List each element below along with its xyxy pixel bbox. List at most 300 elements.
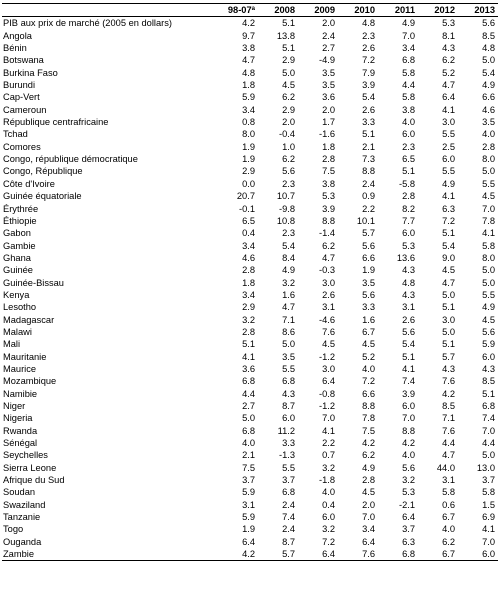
value-cell: 5.4	[282, 240, 295, 251]
value-cell: 7.3	[362, 154, 375, 165]
value-cell: 4.1	[242, 351, 255, 362]
value-cell: 4.5	[482, 314, 495, 325]
value-cell: 5.8	[402, 67, 415, 78]
value-cell: 6.0	[402, 228, 415, 239]
value-cell: 4.5	[282, 80, 295, 91]
value-cell: 6.7	[362, 326, 375, 337]
value-cell: 2.2	[322, 438, 335, 449]
value-cell: 6.8	[242, 425, 255, 436]
value-cell: 6.2	[282, 92, 295, 103]
value-cell: 6.0	[458, 548, 498, 561]
value-cell: 6.2	[282, 154, 295, 165]
row-label: Gabon	[3, 228, 31, 239]
value-cell: 6.2	[322, 240, 335, 251]
value-cell: 7.2	[362, 376, 375, 387]
value-cell: 4.3	[402, 289, 415, 300]
table-row	[2, 363, 498, 375]
table-row	[2, 437, 498, 449]
value-cell: -1.2	[318, 401, 335, 411]
value-cell: 7.0	[482, 203, 495, 214]
value-cell: 7.9	[362, 67, 375, 78]
value-cell: 0.4	[322, 499, 335, 510]
value-cell: 8.7	[282, 536, 295, 547]
value-cell: 7.2	[322, 536, 335, 547]
row-label: PIB aux prix de marché (2005 en dollars)	[3, 18, 172, 29]
row-label: Comores	[3, 141, 41, 152]
row-label: Cameroun	[3, 104, 47, 115]
value-cell: 4.7	[442, 450, 455, 461]
table-row	[2, 104, 498, 116]
table-row	[2, 17, 498, 30]
table-row	[2, 400, 498, 412]
value-cell: 9.7	[242, 30, 255, 41]
value-cell: 6.0	[482, 351, 495, 362]
value-cell: 2.6	[362, 43, 375, 54]
value-cell: 7.2	[442, 215, 455, 226]
value-cell: 8.5	[482, 376, 495, 387]
value-cell: 3.7	[282, 475, 295, 486]
value-cell: 2.4	[282, 499, 295, 510]
value-cell: 8.4	[282, 252, 295, 263]
value-cell: 4.7	[442, 80, 455, 91]
value-cell: 0.7	[322, 450, 335, 461]
value-cell: 4.0	[482, 129, 495, 140]
row-label: Guinée	[3, 265, 33, 276]
value-cell: 3.3	[282, 438, 295, 449]
table-row	[2, 215, 498, 227]
value-cell: 0.9	[362, 191, 375, 202]
value-cell: 6.3	[402, 536, 415, 547]
value-cell: 6.9	[482, 512, 495, 523]
value-cell: 5.0	[482, 450, 495, 461]
value-cell: 1.6	[282, 289, 295, 300]
row-label: Ghana	[3, 252, 31, 263]
value-cell: 1.9	[242, 524, 255, 535]
table-row	[2, 351, 498, 363]
table-row	[2, 141, 498, 153]
value-cell: 7.6	[322, 326, 335, 337]
value-cell: 4.2	[402, 438, 415, 449]
value-cell: 0.6	[442, 499, 455, 510]
value-cell: 7.5	[362, 425, 375, 436]
value-cell: 4.1	[442, 104, 455, 115]
row-label: Congo, république démocratique	[3, 154, 138, 165]
value-cell: 5.4	[402, 339, 415, 350]
value-cell: 2.3	[282, 178, 295, 189]
value-cell: 3.6	[242, 363, 255, 374]
table-row	[2, 264, 498, 276]
row-label: Tchad	[3, 129, 28, 140]
value-cell: 4.6	[242, 252, 255, 263]
value-cell: 5.1	[442, 228, 455, 239]
value-cell: -0.3	[318, 265, 335, 276]
value-cell: 2.8	[482, 141, 495, 152]
value-cell: 6.4	[442, 92, 455, 103]
header-cell-year: 2011	[378, 4, 418, 17]
value-cell: 5.5	[282, 462, 295, 473]
row-label: Kenya	[3, 289, 30, 300]
value-cell: 6.8	[402, 55, 415, 66]
value-cell: 4.5	[482, 191, 495, 202]
table-row	[2, 30, 498, 42]
table-row	[2, 54, 498, 66]
value-cell: 5.3	[402, 487, 415, 498]
value-cell: 4.0	[322, 487, 335, 498]
value-cell: 4.1	[322, 425, 335, 436]
value-cell: 2.5	[442, 141, 455, 152]
value-cell: 4.5	[362, 487, 375, 498]
value-cell: 5.6	[482, 326, 495, 337]
value-cell: 2.4	[362, 178, 375, 189]
value-cell: 3.4	[362, 524, 375, 535]
row-label: Ouganda	[3, 536, 42, 547]
value-cell: 4.1	[482, 228, 495, 239]
value-cell: -1.4	[318, 228, 335, 239]
value-cell: -9.8	[278, 203, 295, 214]
value-cell: 6.8	[378, 548, 418, 561]
table-row	[2, 412, 498, 424]
value-cell: 4.9	[282, 265, 295, 276]
value-cell: 5.5	[482, 289, 495, 300]
value-cell: 4.3	[282, 388, 295, 399]
value-cell: 5.6	[362, 240, 375, 251]
value-cell: 5.0	[282, 339, 295, 350]
value-cell: 3.7	[482, 475, 495, 486]
row-label: République centrafricaine	[3, 117, 109, 128]
value-cell: -1.8	[318, 475, 335, 486]
value-cell: 4.9	[482, 302, 495, 313]
table-row	[2, 511, 498, 523]
header-cell-year: 2008	[258, 4, 298, 17]
value-cell: 6.0	[322, 512, 335, 523]
value-cell: 6.4	[362, 536, 375, 547]
value-cell: 2.0	[322, 104, 335, 115]
value-cell: 0.0	[242, 178, 255, 189]
value-cell: 5.7	[442, 351, 455, 362]
value-cell: 6.8	[242, 376, 255, 387]
value-cell: 3.5	[282, 351, 295, 362]
value-cell: 5.0	[442, 289, 455, 300]
value-cell: 2.6	[402, 314, 415, 325]
value-cell: 6.7	[442, 512, 455, 523]
value-cell: 1.9	[242, 141, 255, 152]
value-cell: 3.2	[322, 462, 335, 473]
value-cell: 2.9	[242, 302, 255, 313]
value-cell: 6.6	[482, 92, 495, 103]
value-cell: 5.8	[482, 240, 495, 251]
value-cell: 4.8	[482, 43, 495, 54]
value-cell: 4.2	[218, 548, 258, 561]
value-cell: 3.4	[242, 240, 255, 251]
value-cell: 6.2	[442, 55, 455, 66]
row-label: Éthiopie	[3, 215, 37, 226]
row-label: Swaziland	[3, 499, 46, 510]
value-cell: 5.6	[282, 166, 295, 177]
value-cell: 7.5	[242, 462, 255, 473]
value-cell: 2.0	[362, 499, 375, 510]
value-cell: 3.6	[322, 92, 335, 103]
value-cell: 5.7	[362, 228, 375, 239]
header-footnote-marker: a	[251, 6, 255, 12]
value-cell: 5.1	[282, 18, 295, 29]
value-cell: 3.1	[402, 302, 415, 313]
table-row	[2, 375, 498, 387]
value-cell: 2.7	[322, 43, 335, 54]
value-cell: 8.8	[402, 425, 415, 436]
row-label: Seychelles	[3, 450, 48, 461]
row-label: Guinée-Bissau	[3, 277, 64, 288]
row-label: Maurice	[3, 363, 37, 374]
value-cell: -4.9	[318, 55, 335, 66]
value-cell: 6.2	[442, 536, 455, 547]
value-cell: 1.9	[242, 154, 255, 165]
value-cell: 3.5	[362, 277, 375, 288]
value-cell: -5.8	[398, 178, 415, 189]
value-cell: 2.9	[282, 55, 295, 66]
value-cell: 4.2	[442, 388, 455, 399]
row-label: Malawi	[3, 326, 32, 337]
row-label: Bénin	[3, 43, 27, 54]
value-cell: 8.8	[322, 215, 335, 226]
value-cell: 4.0	[242, 438, 255, 449]
table-row	[2, 474, 498, 486]
value-cell: 1.8	[242, 277, 255, 288]
value-cell: 3.3	[362, 117, 375, 128]
value-cell: 5.3	[322, 191, 335, 202]
value-cell: 6.0	[402, 401, 415, 411]
value-cell: 6.5	[242, 215, 255, 226]
value-cell: 7.0	[482, 425, 495, 436]
value-cell: 8.1	[442, 30, 455, 41]
value-cell: -1.3	[278, 450, 295, 461]
value-cell: 7.2	[362, 55, 375, 66]
value-cell: 3.1	[242, 499, 255, 510]
value-cell: 44.0	[436, 462, 455, 473]
value-cell: 7.0	[402, 413, 415, 424]
header-cell-label	[2, 4, 218, 17]
row-label: Burkina Faso	[3, 67, 58, 78]
value-cell: 5.5	[282, 363, 295, 374]
value-cell: 7.6	[442, 376, 455, 387]
value-cell: 4.5	[442, 265, 455, 276]
value-cell: 8.0	[242, 129, 255, 140]
table-row	[2, 178, 498, 190]
table-row	[2, 128, 498, 140]
value-cell: 6.8	[482, 401, 495, 411]
table-row	[2, 301, 498, 313]
value-cell: 5.4	[362, 92, 375, 103]
table-row	[2, 499, 498, 511]
value-cell: 5.9	[242, 512, 255, 523]
row-label: Rwanda	[3, 425, 38, 436]
value-cell: 3.5	[322, 80, 335, 91]
value-cell: 5.1	[442, 302, 455, 313]
value-cell: 7.4	[402, 376, 415, 387]
table-row	[2, 338, 498, 350]
value-cell: 4.5	[362, 339, 375, 350]
value-cell: 2.6	[362, 104, 375, 115]
row-label: Gambie	[3, 240, 36, 251]
value-cell: 4.9	[402, 18, 415, 29]
value-cell: 2.1	[362, 141, 375, 152]
table-row	[2, 165, 498, 177]
value-cell: 3.9	[402, 388, 415, 399]
value-cell: 6.5	[402, 154, 415, 165]
value-cell: 6.0	[442, 154, 455, 165]
value-cell: 5.1	[282, 43, 295, 54]
value-cell: 5.4	[442, 240, 455, 251]
value-cell: 7.8	[482, 215, 495, 226]
value-cell: -0.8	[318, 388, 335, 399]
value-cell: -0.4	[278, 129, 295, 140]
value-cell: 5.9	[242, 487, 255, 498]
table-row	[2, 314, 498, 326]
value-cell: 2.0	[322, 18, 335, 29]
row-label: Angola	[3, 30, 32, 41]
value-cell: 5.0	[482, 265, 495, 276]
value-cell: 1.7	[322, 117, 335, 128]
value-cell: 3.0	[442, 117, 455, 128]
value-cell: 7.0	[362, 512, 375, 523]
value-cell: 13.6	[396, 252, 415, 263]
value-cell: 2.8	[362, 475, 375, 486]
value-cell: 3.8	[402, 104, 415, 115]
value-cell: 4.5	[322, 339, 335, 350]
table-row	[2, 486, 498, 498]
value-cell: 2.6	[322, 289, 335, 300]
value-cell: 2.8	[322, 154, 335, 165]
value-cell: -1.2	[318, 351, 335, 362]
value-cell: 4.4	[442, 438, 455, 449]
value-cell: 4.0	[362, 363, 375, 374]
value-cell: 2.4	[282, 524, 295, 535]
value-cell: 3.2	[282, 277, 295, 288]
header-cell-year: 2009	[298, 4, 338, 17]
table-row	[2, 67, 498, 79]
table-body	[2, 17, 498, 561]
value-cell: 5.6	[402, 326, 415, 337]
value-cell: 5.0	[482, 277, 495, 288]
value-cell: 4.7	[242, 55, 255, 66]
value-cell: 4.9	[482, 80, 495, 91]
value-cell: 7.4	[482, 413, 495, 424]
value-cell: 9.0	[442, 252, 455, 263]
row-label: Soudan	[3, 487, 36, 498]
table-row	[2, 252, 498, 264]
value-cell: 8.7	[282, 401, 295, 411]
header-cell-year: 2013	[458, 4, 498, 17]
value-cell: 8.6	[282, 326, 295, 337]
value-cell: 3.9	[322, 203, 335, 214]
value-cell: 5.0	[242, 413, 255, 424]
value-cell: 3.2	[242, 314, 255, 325]
table-row	[2, 289, 498, 301]
header-cell-year: 2012	[418, 4, 458, 17]
value-cell: 4.3	[442, 363, 455, 374]
value-cell: 5.4	[482, 67, 495, 78]
value-cell: 5.2	[442, 67, 455, 78]
value-cell: 4.9	[442, 178, 455, 189]
value-cell: 3.4	[242, 289, 255, 300]
table-row	[2, 277, 498, 289]
value-cell: 4.1	[482, 524, 495, 535]
row-label: Tanzanie	[3, 512, 41, 523]
value-cell: 3.2	[322, 524, 335, 535]
value-cell: 2.4	[322, 30, 335, 41]
value-cell: 4.0	[402, 450, 415, 461]
value-cell: 2.0	[282, 117, 295, 128]
value-cell: 4.8	[402, 277, 415, 288]
row-label: Niger	[3, 401, 26, 411]
value-cell: 2.9	[242, 166, 255, 177]
value-cell: 3.3	[362, 302, 375, 313]
table-row	[2, 203, 498, 215]
value-cell: 5.1	[242, 339, 255, 350]
value-cell: 7.0	[402, 30, 415, 41]
value-cell: 0.8	[242, 117, 255, 128]
value-cell: 2.7	[242, 401, 255, 411]
table-row	[2, 190, 498, 202]
row-label: Madagascar	[3, 314, 55, 325]
value-cell: 8.2	[402, 203, 415, 214]
value-cell: 5.5	[442, 166, 455, 177]
value-cell: 7.6	[442, 425, 455, 436]
value-cell: 3.7	[402, 524, 415, 535]
value-cell: -4.6	[318, 314, 335, 325]
value-cell: 5.6	[482, 18, 495, 29]
value-cell: 3.5	[482, 117, 495, 128]
value-cell: 5.1	[402, 351, 415, 362]
table-row	[2, 79, 498, 91]
value-cell: 2.3	[282, 228, 295, 239]
value-cell: 5.0	[482, 55, 495, 66]
value-cell: -0.1	[238, 203, 255, 214]
table-row	[2, 116, 498, 128]
value-cell: 5.0	[482, 166, 495, 177]
value-cell: 5.8	[442, 487, 455, 498]
value-cell: 2.8	[242, 326, 255, 337]
value-cell: 8.0	[482, 252, 495, 263]
row-label: Sierra Leone	[3, 462, 57, 473]
value-cell: 3.5	[322, 67, 335, 78]
value-cell: 10.8	[276, 215, 295, 226]
value-cell: 6.0	[402, 129, 415, 140]
row-label: Mauritanie	[3, 351, 47, 362]
row-label: Afrique du Sud	[3, 475, 65, 486]
value-cell: 13.8	[276, 30, 295, 41]
value-cell: 2.8	[402, 191, 415, 202]
value-cell: 8.0	[482, 154, 495, 165]
value-cell: 4.8	[362, 18, 375, 29]
value-cell: 3.8	[242, 43, 255, 54]
value-cell: 4.7	[322, 252, 335, 263]
value-cell: 3.0	[442, 314, 455, 325]
value-cell: 6.6	[362, 388, 375, 399]
value-cell: 5.6	[402, 462, 415, 473]
row-label: Burundi	[3, 80, 36, 91]
value-cell: 4.0	[442, 524, 455, 535]
row-label: Botswana	[3, 55, 44, 66]
row-label: Zambie	[2, 548, 218, 561]
value-cell: 3.7	[242, 475, 255, 486]
value-cell: 6.4	[322, 376, 335, 387]
value-cell: 2.3	[402, 141, 415, 152]
value-cell: 0.4	[242, 228, 255, 239]
value-cell: 11.2	[277, 425, 295, 436]
value-cell: 10.1	[356, 215, 375, 226]
value-cell: 3.4	[242, 104, 255, 115]
value-cell: 4.0	[402, 117, 415, 128]
